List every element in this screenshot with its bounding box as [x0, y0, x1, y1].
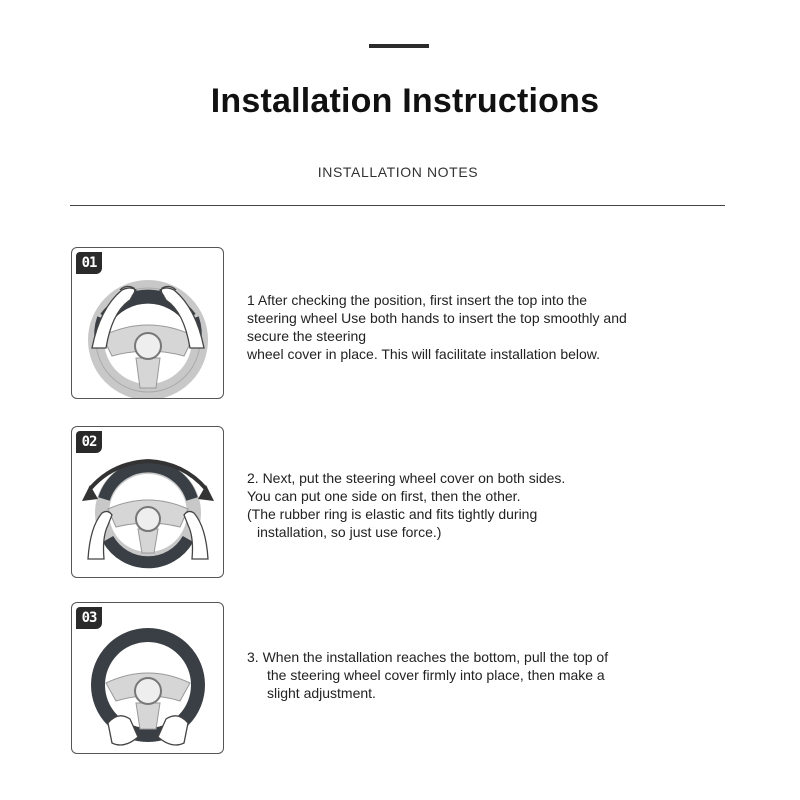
step-1-text: [247, 291, 697, 363]
step-1-image: [71, 247, 224, 399]
page-title: Installation Instructions: [210, 82, 600, 120]
header-divider: [70, 205, 725, 206]
step-1-line-1: 1 After checking the position, first insert the top into the: [247, 292, 588, 308]
step-2-line-3: (The rubber ring is elastic and fits tightly during: [247, 506, 538, 522]
step-1-line-3: secure the steering: [247, 328, 367, 344]
step-3-image: [71, 602, 224, 754]
step-1-line-2: steering wheel Use both hands to insert the top smoothly and: [247, 310, 627, 326]
step-3-line-2: the steering wheel cover firmly into place, then make a: [267, 667, 605, 683]
step-3-badge: 03: [76, 607, 102, 629]
step-1-badge: 01: [76, 252, 102, 274]
step-2-line-4: installation, so just use force.): [257, 524, 442, 540]
step-2-line-1: 2. Next, put the steering wheel cover on both sides.: [247, 470, 566, 486]
page-subtitle: INSTALLATION NOTES: [317, 164, 479, 180]
step-2-badge: 02: [76, 431, 102, 453]
step-3-line-3: slight adjustment.: [267, 685, 376, 701]
step-2-text: [247, 469, 697, 541]
step-1-line-4: wheel cover in place. This will facilitate installation below.: [247, 346, 601, 362]
step-2-image: [71, 426, 224, 578]
step-3-text: [247, 648, 697, 702]
step-3-line-1: 3. When the installation reaches the bottom, pull the top of: [247, 649, 609, 665]
step-2-line-2: You can put one side on first, then the other.: [247, 488, 521, 504]
header-accent-bar: [369, 44, 429, 48]
